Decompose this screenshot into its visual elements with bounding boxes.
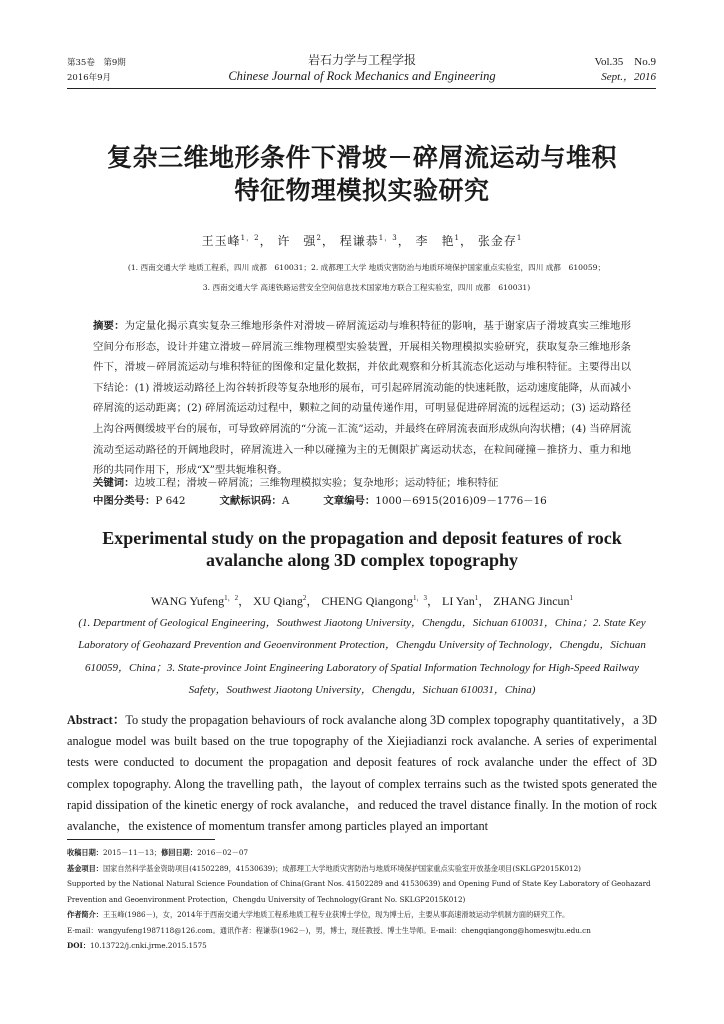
title-cn-line1: 复杂三维地形条件下滑坡－碎屑流运动与堆积 [106, 143, 617, 172]
abstract-en-label: Abstract： [67, 713, 126, 727]
affiliation-en-line3: 610059，China；3. State-province Joint Engineering Laboratory of Spatial Information Technology for High-Speed Railway [84, 661, 640, 674]
author-en-1: XU Qiang$^2$， [253, 594, 319, 608]
header-divider [67, 88, 656, 89]
author-cn-4: 张金存$^1$ [477, 234, 523, 248]
author-en-0: WANG Yufeng$^{1,2}$， [150, 594, 251, 608]
footnote-fund-en-2: Prevention and Geoenvironment Protection，Chengdu University of Technology(Grant No. SKLGP2015K012) [67, 894, 466, 904]
footnote-fund-en-1: Supported by the National Natural Science Foundation of China(Grant Nos. 41502289 and 41530639) and Opening Fund of State Key Laboratory of Geohazard [67, 879, 651, 888]
author-cn-3: 李 艳$^1$， [415, 234, 474, 248]
affiliations-cn [67, 258, 666, 298]
keywords-cn [93, 473, 633, 493]
keywords-cn-text: 边坡工程；滑坡－碎屑流；三维物理模拟实验；复杂地形；运动特征；堆积特征 [134, 477, 499, 489]
header-volume-en [594, 55, 656, 85]
author-en-2: CHENG Qiangong$^{1,3}$， [321, 594, 440, 608]
affiliation-cn-line1: (1. 西南交通大学 地质工程系，四川 成都 610031；2. 成都理工大学 地质灾害防治与地质环境保护国家重点实验室，四川 成都 610059； [127, 263, 606, 272]
affiliation-en-line2: Laboratory of Geohazard Prevention and Geoenvironment Protection，Chengdu University of Technology，Chengdu，Sichuan [78, 639, 646, 652]
journal-name-en: Chinese Journal of Rock Mechanics and Engineering [228, 69, 496, 83]
footnote-divider [67, 839, 215, 840]
author-cn-2: 程谦恭$^{1,3}$， [339, 234, 411, 248]
date-en: Sept.，2016 [601, 71, 656, 83]
author-en-4: ZHANG Jincun$^1$ [493, 594, 574, 608]
title-en-line1: Experimental study on the propagation and deposit features of rock [102, 528, 622, 548]
document-code: 文献标识码：A [219, 495, 290, 507]
footnote-doi: DOI：10.13722/j.cnki.jrme.2015.1575 [67, 941, 207, 950]
abstract-cn-text: 为定量化揭示真实复杂三维地形条件对滑坡－碎屑流运动与堆积特征的影响，基于谢家店子滑坡真实三维地形空间分布形态，设计并建立滑坡－碎屑流三维物理模型实验装置，开展相关物理模拟实验研究，获取复杂三维地形条件下，滑坡－碎屑流运动与堆积特征的图像和定量化数据，并依此观察和分析其流态化运动与堆积特征。主要得出以下结论：(1) 滑坡运动路径上沟谷转折段等复杂地形的展布，可引起碎屑流动能的快速耗散，运动速度能降，从而减小碎屑流的运动距离；(2) 碎屑流运动过程中，颗粒之间的动量传递作用，可明显促进碎屑流的远程运动；(3) 运动路径上沟谷两侧缓坡平台的展布，可导致碎屑流的“分流－汇流”运动，并最终在碎屑流表面形成纵向沟状槽；(4) 当碎屑流流动至运动路径的开阔地段时，碎屑流进入一种以碰撞为主的无侧限扩离运动状态，在粒间碰撞－推挤力、重力和地形的共同作用下，形成“X”型共轭堆积脊。 [93, 320, 631, 477]
abstract-en-text: To study the propagation behaviours of rock avalanche along 3D complex topography quantitatively，a 3D analogue model was built based on the true topography of the Xiejiadianzi rock avalanche. A series of experimental tests were conducted to document the propagation and deposit features of rock avalanche under the effect of 3D complex topography. Along the travelling path，the layout of complex terrains such as the twisted spots generated the rapid dissipation of the kinetic energy of rock avalanche，and reduced the travel distance finally. In the motion of rock avalanche，the existence of momentum transfer among particles played an important [67, 713, 658, 834]
title-en-line2: avalanche along 3D complex topography [205, 550, 518, 570]
classification-cn [93, 491, 633, 511]
volume-issue-en: Vol.35 No.9 [594, 56, 656, 68]
article-number: 文章编号：1000－6915(2016)09－1776－16 [323, 495, 547, 507]
abstract-en [67, 710, 657, 837]
author-list-en [67, 592, 657, 609]
affiliation-en-line1: (1. Department of Geological Engineering，Southwest Jiaotong University，Chengdu，Sichuan 610031，China；2. State Key [78, 617, 646, 629]
abstract-cn-label: 摘要： [93, 320, 125, 332]
paper-title-en [67, 527, 657, 571]
author-cn-1: 许 强$^2$， [277, 234, 335, 248]
title-cn-line2: 特征物理模拟实验研究 [234, 176, 490, 205]
abstract-cn [93, 316, 631, 481]
date-cn: 2016年9月 [67, 73, 112, 83]
footnotes [67, 845, 657, 954]
footnote-fund-cn: 基金项目：国家自然科学基金资助项目(41502289，41530639)；成都理工大学地质灾害防治与地质环境保护国家重点实验室开放基金项目(SKLGP2015K012) [67, 863, 581, 873]
journal-name-cn: 岩石力学与工程学报 [307, 53, 416, 67]
footnote-dates: 收稿日期：2015－11－13；修回日期：2016－02－07 [67, 848, 249, 857]
footnote-author-bio: 作者简介：王玉峰(1986－)，女，2014年于西南交通大学地质工程系地质工程专业获博士学位，现为博士后，主要从事高速滑坡运动学机制方面的研究工作。 [67, 910, 570, 919]
affiliation-en-line4: Safety，Southwest Jiaotong University，Chengdu，Sichuan 610031，China) [188, 683, 536, 696]
keywords-cn-label: 关键词： [93, 477, 135, 489]
volume-issue-cn: 第35卷 第9期 [67, 58, 126, 68]
header-volume-cn [67, 56, 126, 86]
author-list-cn [67, 232, 657, 249]
footnote-email: E-mail：wangyufeng1987118@126.com。通讯作者：程谦恭(1962－)，男，博士，现任教授、博士生导师。E-mail：chengqiangong@homeswjtu.edu.cn [67, 925, 591, 935]
affiliation-cn-line2: 3. 西南交通大学 高速铁路运营安全空间信息技术国家地方联合工程实验室，四川 成都 610031) [202, 283, 531, 292]
clc-number: 中图分类号：P 642 [93, 495, 186, 507]
paper-title-cn [67, 141, 657, 207]
author-cn-0: 王玉峰$^{1,2}$， [201, 234, 273, 248]
affiliations-en [67, 612, 657, 701]
author-en-3: LI Yan$^1$， [442, 594, 491, 608]
journal-header [200, 52, 524, 84]
